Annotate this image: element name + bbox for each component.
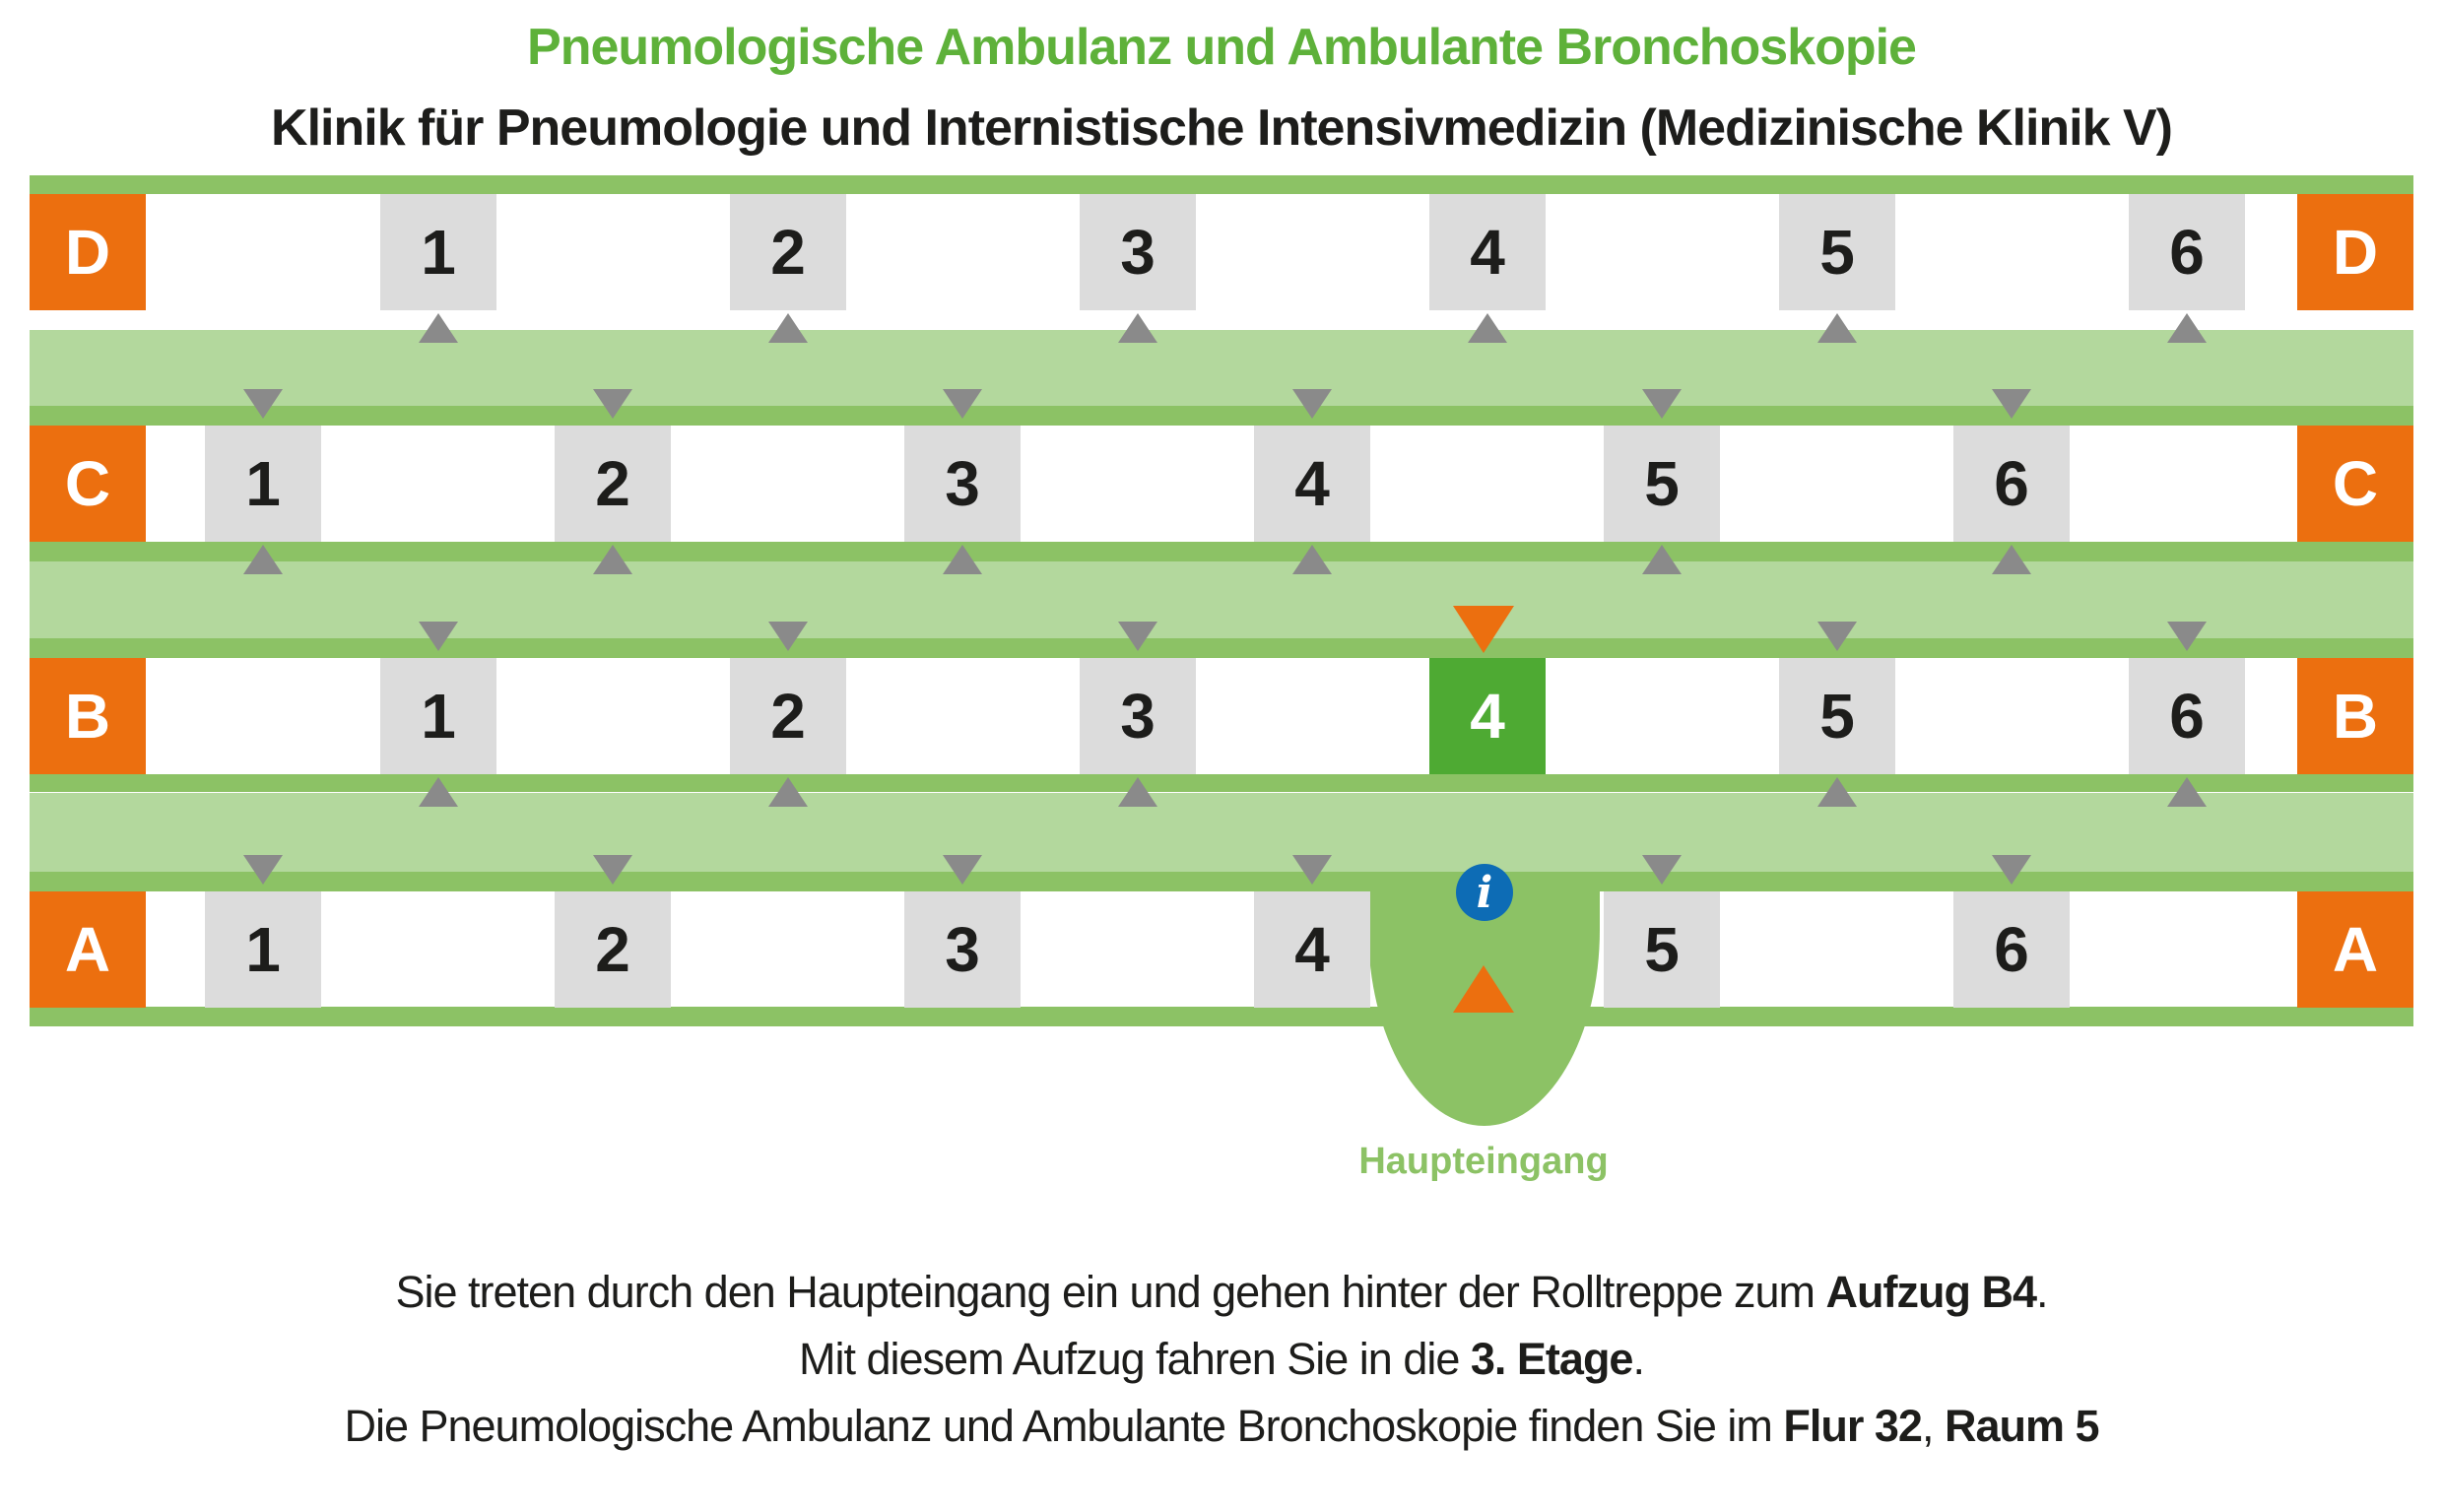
arrow-up-icon [943, 545, 982, 574]
elevator-d5[interactable]: 5 [1779, 194, 1895, 310]
directions-text [0, 1259, 2443, 1460]
elevator-b1[interactable]: 1 [380, 658, 496, 774]
elevator-b3[interactable]: 3 [1080, 658, 1196, 774]
room-highlight: Raum 5 [1944, 1401, 2099, 1451]
arrow-up-icon [1817, 313, 1857, 343]
elevator-c1[interactable]: 1 [205, 426, 321, 542]
directions-line-2: Mit diesem Aufzug fahren Sie in die 3. Etage. [799, 1334, 1644, 1384]
wall-band-3 [30, 542, 2413, 561]
arrow-up-icon [1992, 545, 2031, 574]
elevator-b5[interactable]: 5 [1779, 658, 1895, 774]
corridor-3 [30, 793, 2413, 872]
entrance-arrow-up-icon [1453, 965, 1514, 1013]
target-arrow-down-icon [1453, 606, 1514, 653]
wall-band-1 [30, 175, 2413, 194]
arrow-down-icon [1642, 855, 1682, 885]
arrow-up-icon [1468, 313, 1507, 343]
elevator-c2[interactable]: 2 [555, 426, 671, 542]
arrow-down-icon [1992, 855, 2031, 885]
wall-band-2 [30, 406, 2413, 426]
page-title: Pneumologische Ambulanz und Ambulante Bronchoskopie [527, 19, 1916, 76]
directions-line-3: Die Pneumologische Ambulanz und Ambulante Bronchoskopie finden Sie im Flur 32, Raum 5 [344, 1401, 2099, 1451]
arrow-down-icon [1817, 622, 1857, 651]
arrow-down-icon [419, 622, 458, 651]
elevator-c6[interactable]: 6 [1953, 426, 2070, 542]
arrow-down-icon [593, 389, 632, 419]
arrow-down-icon [243, 855, 283, 885]
arrow-down-icon [943, 389, 982, 419]
corridor-1 [30, 330, 2413, 406]
wall-band-6 [30, 872, 2413, 891]
wing-label-a-right: A [2297, 891, 2413, 1008]
floor-highlight: 3. Etage [1470, 1334, 1633, 1384]
elevator-d4[interactable]: 4 [1429, 194, 1546, 310]
wing-label-c-right: C [2297, 426, 2413, 542]
page-subtitle: Klinik für Pneumologie und Internistische Intensivmedizin (Medizinische Klinik V) [271, 99, 2172, 157]
wall-band-5 [30, 774, 2413, 792]
entrance-label: Haupteingang [1358, 1141, 1609, 1182]
elevator-highlight: Aufzug B4 [1825, 1267, 2036, 1317]
corridor-highlight: Flur 32 [1783, 1401, 1922, 1451]
arrow-down-icon [1292, 389, 1332, 419]
arrow-down-icon [768, 622, 808, 651]
elevator-b6[interactable]: 6 [2129, 658, 2245, 774]
wing-label-d-right: D [2297, 194, 2413, 310]
arrow-up-icon [2167, 777, 2207, 807]
elevator-c5[interactable]: 5 [1604, 426, 1720, 542]
elevator-c4[interactable]: 4 [1254, 426, 1370, 542]
elevator-d6[interactable]: 6 [2129, 194, 2245, 310]
elevator-c3[interactable]: 3 [904, 426, 1021, 542]
wing-label-d-left: D [30, 194, 146, 310]
elevator-a3[interactable]: 3 [904, 891, 1021, 1008]
arrow-up-icon [419, 777, 458, 807]
wing-label-c-left: C [30, 426, 146, 542]
arrow-up-icon [1642, 545, 1682, 574]
arrow-up-icon [768, 313, 808, 343]
wing-label-b-right: B [2297, 658, 2413, 774]
wall-band-4 [30, 638, 2413, 658]
arrow-up-icon [1118, 777, 1157, 807]
elevator-b2[interactable]: 2 [730, 658, 846, 774]
arrow-up-icon [1817, 777, 1857, 807]
elevator-b4[interactable]: 4 [1429, 658, 1546, 774]
arrow-up-icon [2167, 313, 2207, 343]
arrow-up-icon [1118, 313, 1157, 343]
elevator-a2[interactable]: 2 [555, 891, 671, 1008]
arrow-up-icon [1292, 545, 1332, 574]
elevator-a6[interactable]: 6 [1953, 891, 2070, 1008]
arrow-down-icon [1992, 389, 2031, 419]
arrow-down-icon [2167, 622, 2207, 651]
arrow-up-icon [243, 545, 283, 574]
corridor-2 [30, 561, 2413, 638]
info-icon[interactable]: i [1456, 864, 1513, 921]
arrow-down-icon [243, 389, 283, 419]
directions-line-1: Sie treten durch den Haupteingang ein und gehen hinter der Rolltreppe zum Aufzug B4. [395, 1267, 2048, 1317]
arrow-down-icon [1118, 622, 1157, 651]
wing-label-b-left: B [30, 658, 146, 774]
arrow-down-icon [1292, 855, 1332, 885]
elevator-d2[interactable]: 2 [730, 194, 846, 310]
elevator-a1[interactable]: 1 [205, 891, 321, 1008]
elevator-d3[interactable]: 3 [1080, 194, 1196, 310]
arrow-up-icon [593, 545, 632, 574]
elevator-a4[interactable]: 4 [1254, 891, 1370, 1008]
elevator-a5[interactable]: 5 [1604, 891, 1720, 1008]
arrow-up-icon [768, 777, 808, 807]
elevator-d1[interactable]: 1 [380, 194, 496, 310]
arrow-down-icon [943, 855, 982, 885]
arrow-up-icon [419, 313, 458, 343]
arrow-down-icon [593, 855, 632, 885]
arrow-down-icon [1642, 389, 1682, 419]
wall-band-7 [30, 1007, 2413, 1026]
wing-label-a-left: A [30, 891, 146, 1008]
